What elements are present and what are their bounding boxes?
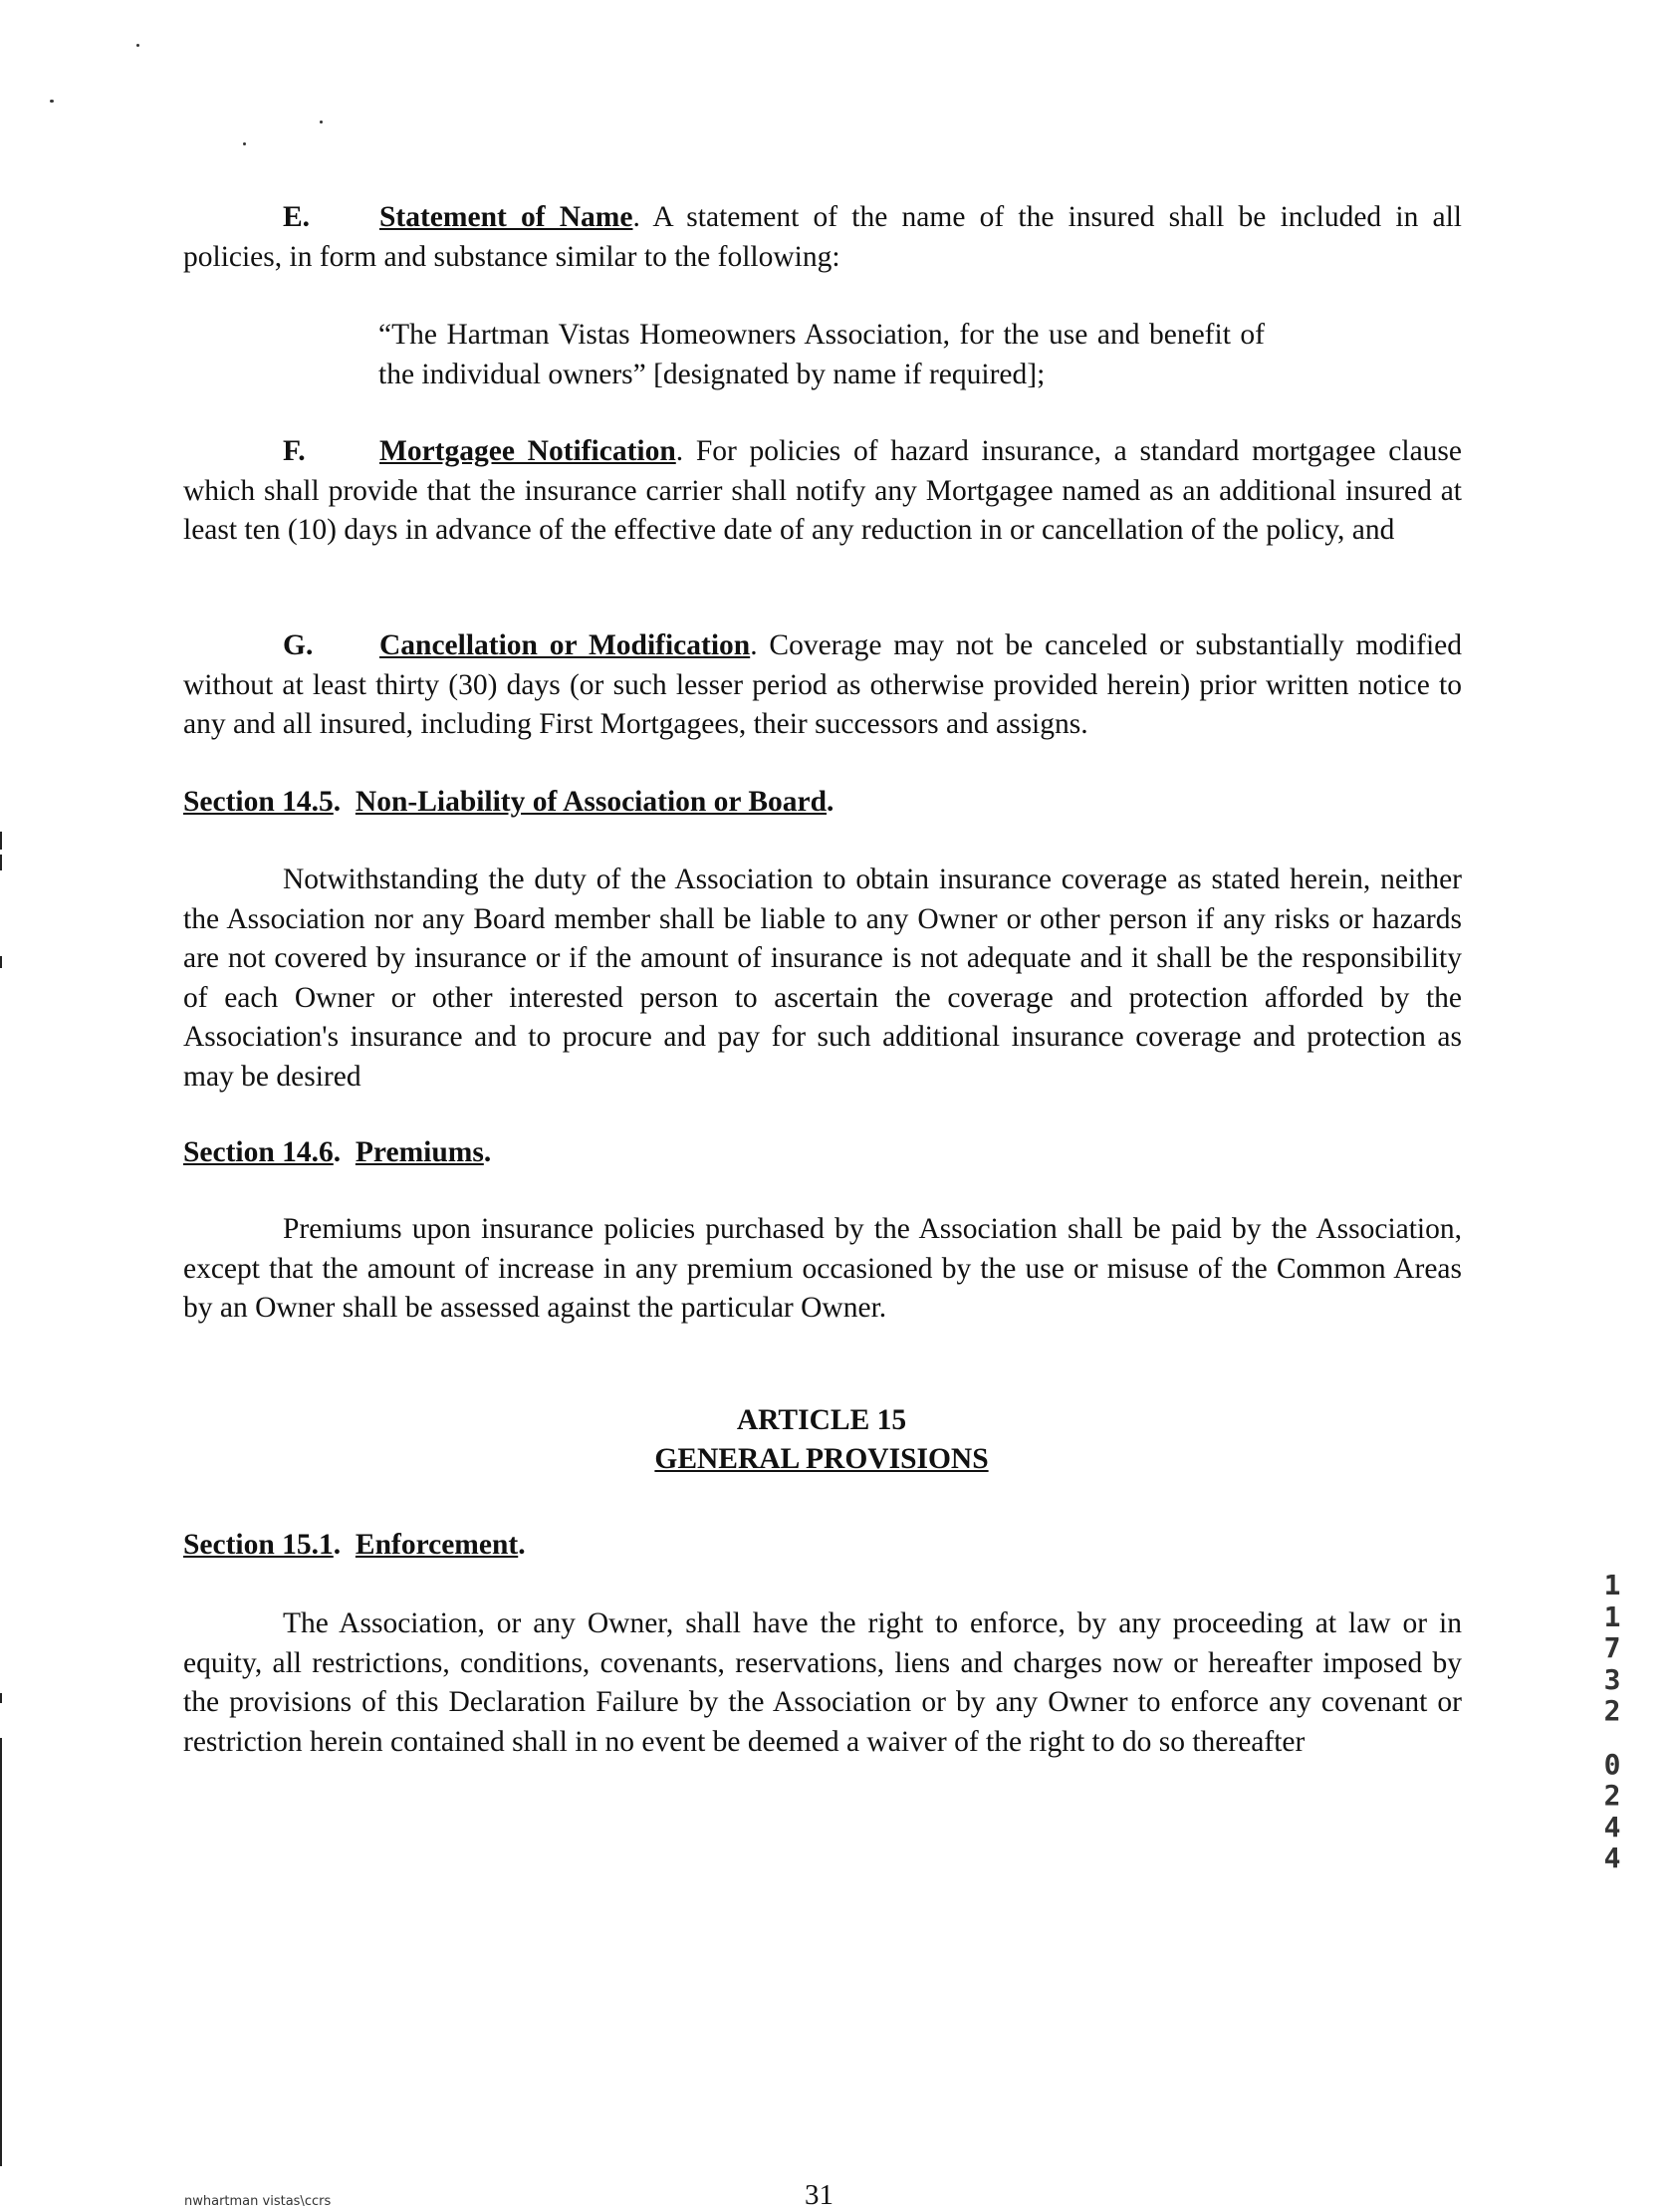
article-number: ARTICLE 15 — [736, 1404, 907, 1436]
stamp-digit: 1 — [1603, 1599, 1621, 1633]
stamp-digit: 1 — [1603, 1569, 1621, 1601]
stamp-digit: 3 — [1603, 1662, 1621, 1696]
insured-name-quote: “The Hartman Vistas Homeowners Association, for the use and benefit of the individual owners” [designated by name if required]; — [378, 319, 1265, 390]
stamp-digit: 0 — [1603, 1747, 1621, 1781]
paragraph-f-heading: Mortgagee Notification — [379, 435, 676, 467]
paragraph-g-letter: G. — [283, 629, 314, 661]
paragraph-e — [183, 198, 1462, 277]
page-number: 31 — [805, 2179, 833, 2211]
paragraph-f-text: . For policies of hazard insurance, a standard mortgagee clause which shall provide that the insurance carrier shall notify any Mortgagee named as an additional insured at least ten (10) days in advance of the effective date of any reduction in or cancellation of the policy, and — [183, 435, 1462, 546]
paragraph-g — [183, 626, 1462, 745]
stamp-digit: 2 — [1603, 1779, 1621, 1812]
article-heading — [0, 1401, 1643, 1479]
section-15-1-title: Enforcement — [355, 1529, 519, 1561]
scan-speck — [50, 100, 54, 103]
section-15-1-body: The Association, or any Owner, shall have the right to enforce, by any proceeding at law or in equity, all restrictions, conditions, covenants, reservations, liens and charges now or hereafter imposed by the provisions of this Declaration Failure by the Association or by any Owner to enforce any covenant or restriction herein contained shall in no event be deemed a waiver of the right to do so thereafter — [183, 1607, 1462, 1758]
paragraph-g-text: . Coverage may not be canceled or substantially modified without at least thirty (30) days (or such lesser period as otherwise provided herein) prior written notice to any and all insured, including First Mortgagees, their successors and assigns. — [183, 629, 1462, 740]
scan-speck — [320, 121, 323, 123]
paragraph-g-heading: Cancellation or Modification — [379, 629, 751, 661]
section-14-5-title: Non-Liability of Association or Board — [355, 786, 828, 818]
section-14-6-body: Premiums upon insurance policies purchased by the Association shall be paid by the Association, except that the amount of increase in any premium occasioned by the use or misuse of the Common Areas by an Owner shall be assessed against the particular Owner. — [183, 1213, 1462, 1324]
section-14-6-title: Premiums — [355, 1136, 484, 1168]
scan-margin-mark — [0, 1693, 2, 1703]
scan-speck — [243, 142, 246, 145]
stamp-digit: 2 — [1603, 1694, 1621, 1727]
scan-margin-mark — [0, 956, 2, 968]
section-14-6-heading: Section 14.6. Premiums. — [183, 1136, 492, 1168]
paragraph-f-letter: F. — [283, 435, 306, 467]
paragraph-f — [183, 432, 1462, 551]
paragraph-e-letter: E. — [283, 201, 311, 233]
recording-number-stamp — [1601, 1570, 1623, 1874]
section-14-5-heading: Section 14.5. Non-Liability of Association or Board. — [183, 786, 834, 818]
section-14-6-number: Section 14.6 — [183, 1136, 334, 1168]
section-14-5-body: Notwithstanding the duty of the Association to obtain insurance coverage as stated herein, neither the Association nor any Board member shall be liable to any Owner or other person if any risks or hazards are not covered by insurance or if the amount of insurance is not adequate and it shall be the responsibility of each Owner or other interested person to ascertain the coverage and protection afforded by the Association's insurance and to procure and pay for such additional insurance coverage and protection as may be desired — [183, 863, 1462, 1093]
stamp-digit: 4 — [1603, 1842, 1621, 1874]
scan-margin-mark — [0, 855, 2, 870]
stamp-digit: 7 — [1603, 1631, 1621, 1664]
stamp-digit: 4 — [1603, 1810, 1621, 1843]
paragraph-e-heading: Statement of Name — [379, 201, 633, 233]
paragraph-e-text: . A statement of the name of the insured shall be included in all policies, in form and substance similar to the following: — [183, 201, 1462, 273]
scan-speck — [136, 44, 139, 47]
section-14-5-number: Section 14.5 — [183, 786, 334, 818]
article-title: GENERAL PROVISIONS — [654, 1443, 989, 1475]
scan-margin-mark — [0, 1738, 2, 2166]
footer-file-path: nwhartman vistas\ccrs — [184, 2194, 332, 2209]
section-15-1-number: Section 15.1 — [183, 1529, 334, 1561]
scan-margin-mark — [0, 832, 2, 850]
stamp-gap — [1601, 1727, 1623, 1749]
section-15-1-heading: Section 15.1. Enforcement. — [183, 1529, 526, 1561]
